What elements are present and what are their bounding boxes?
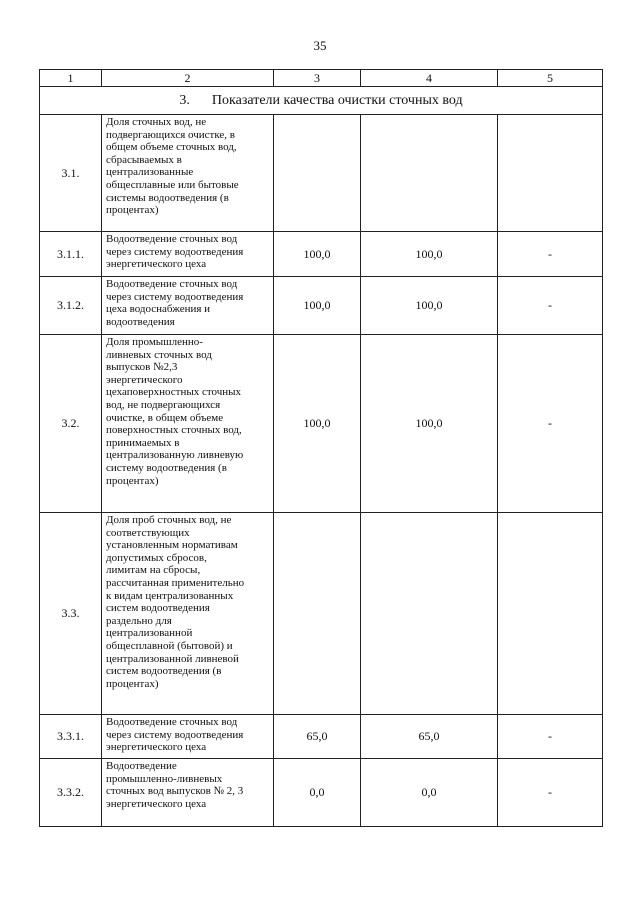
table-row (40, 715, 603, 759)
row-value-col5: - (498, 759, 603, 827)
row-value-col4: 0,0 (361, 759, 498, 827)
description-line: водоотведения (106, 315, 175, 328)
row-number: 3.1.1. (40, 232, 102, 277)
row-value-col5: - (498, 232, 603, 277)
description-line: рассчитанная применительно (106, 576, 245, 589)
row-value-col3: 0,0 (274, 759, 361, 827)
description-line: Водоотведение сточных вод (106, 716, 238, 728)
description-line: энергетического цеха (106, 741, 207, 754)
column-header-2: 2 (102, 70, 274, 87)
section-title: Показатели качества очистки сточных вод (211, 92, 463, 108)
row-value-col3: 65,0 (274, 715, 361, 759)
section-number: 3. (179, 92, 190, 108)
row-value-col4: 100,0 (361, 277, 498, 335)
description-line: общем объеме сточных вод, (106, 141, 237, 154)
description-line: процентах) (106, 204, 159, 217)
row-value-col3: 100,0 (274, 335, 361, 513)
description-line: Водоотведение сточных вод (106, 233, 238, 245)
description-line: раздельно для (106, 614, 172, 627)
description-line: сточных вод выпусков № 2, 3 (106, 785, 244, 798)
description-line: к видам централизованных (106, 589, 234, 602)
description-line: через систему водоотведения (106, 728, 244, 741)
column-header-row (40, 70, 603, 87)
table-body (40, 115, 603, 827)
column-header-1: 1 (40, 70, 102, 87)
description-line: Доля сточных вод, не (106, 116, 207, 128)
table-row (40, 335, 603, 513)
row-value-col3: 100,0 (274, 277, 361, 335)
description-line: поверхностных сточных вод, (106, 424, 242, 437)
description-line: Доля промышленно- (106, 336, 203, 348)
table-row (40, 277, 603, 335)
description-line: системы водоотведения (в (106, 191, 229, 204)
row-value-col5: - (498, 715, 603, 759)
description-line: допустимых сбросов, (106, 551, 207, 564)
description-line: выпусков №2,3 (106, 361, 178, 374)
row-value-col4 (361, 115, 498, 232)
column-header-3: 3 (274, 70, 361, 87)
table-row (40, 759, 603, 827)
row-number: 3.3.1. (40, 715, 102, 759)
description-line: через систему водоотведения (106, 245, 244, 258)
description-line: промышленно-ливневых (106, 772, 223, 785)
indicators-table (39, 69, 603, 827)
row-description (102, 759, 274, 827)
column-header-4: 4 (361, 70, 498, 87)
row-number: 3.1. (40, 115, 102, 232)
description-line: соответствующих (106, 526, 190, 539)
row-value-col4: 65,0 (361, 715, 498, 759)
row-number: 3.2. (40, 335, 102, 513)
description-line: централизованную ливневую (106, 449, 244, 462)
description-line: очистке, в общем объеме (106, 411, 224, 424)
description-line: энергетического цеха (106, 258, 207, 271)
row-number: 3.3.2. (40, 759, 102, 827)
row-value-col5: - (498, 335, 603, 513)
row-value-col4 (361, 513, 498, 715)
table-row (40, 115, 603, 232)
description-line: общесплавные или бытовые (106, 178, 239, 191)
description-line: энергетического (106, 373, 183, 386)
description-line: систем водоотведения (106, 602, 210, 615)
description-line: централизованной ливневой (106, 652, 239, 665)
description-line: систему водоотведения (в (106, 461, 227, 474)
section-heading (40, 87, 603, 115)
row-value-col3 (274, 115, 361, 232)
description-line: Водоотведение сточных вод (106, 278, 238, 290)
description-line: централизованной (106, 627, 193, 640)
table-row (40, 232, 603, 277)
description-line: Доля проб сточных вод, не (106, 514, 232, 526)
description-line: вод, не подвергающихся (106, 398, 221, 411)
row-number: 3.1.2. (40, 277, 102, 335)
row-value-col4: 100,0 (361, 232, 498, 277)
table-row (40, 513, 603, 715)
description-line: подвергающихся очистке, в (106, 128, 235, 141)
description-line: общесплавной (бытовой) и (106, 639, 233, 652)
description-line: сбрасываемых в (106, 153, 182, 166)
row-description (102, 513, 274, 715)
row-description (102, 335, 274, 513)
description-line: цеха водоснабжения и (106, 303, 211, 316)
description-line: лимитам на сбросы, (106, 564, 201, 577)
row-value-col5 (498, 115, 603, 232)
description-line: централизованные (106, 166, 194, 179)
row-number: 3.3. (40, 513, 102, 715)
description-line: принимаемых в (106, 436, 180, 449)
row-value-col4: 100,0 (361, 335, 498, 513)
description-line: ливневых сточных вод (106, 348, 212, 361)
row-description (102, 277, 274, 335)
row-description (102, 232, 274, 277)
description-line: процентах) (106, 474, 159, 487)
row-value-col3: 100,0 (274, 232, 361, 277)
description-line: цехаповерхностных сточных (106, 386, 242, 399)
row-value-col5: - (498, 277, 603, 335)
description-line: Водоотведение (106, 760, 177, 772)
description-line: систем водоотведения (в (106, 665, 222, 678)
row-description (102, 115, 274, 232)
page-number: 35 (313, 38, 327, 53)
row-value-col3 (274, 513, 361, 715)
description-line: процентах) (106, 677, 159, 690)
column-header-5: 5 (498, 70, 603, 87)
description-line: через систему водоотведения (106, 290, 244, 303)
row-description (102, 715, 274, 759)
description-line: энергетического цеха (106, 797, 207, 810)
row-value-col5 (498, 513, 603, 715)
section-row (40, 87, 603, 115)
description-line: установленным нормативам (106, 539, 238, 552)
